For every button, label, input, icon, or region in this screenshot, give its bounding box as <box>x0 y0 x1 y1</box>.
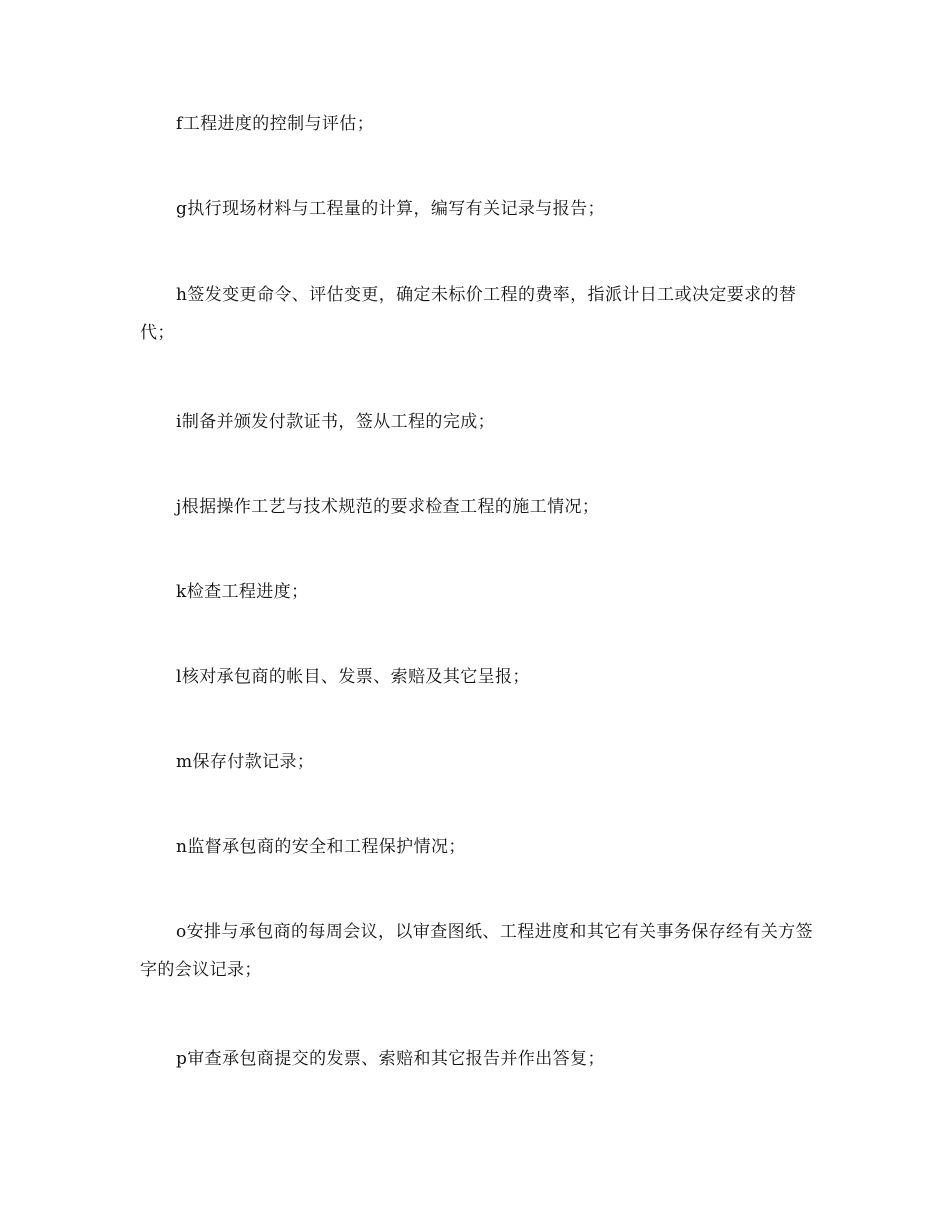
paragraph-n: n监督承包商的安全和工程保护情况； <box>176 837 466 857</box>
paragraph-l: l核对承包商的帐目、发票、索赔及其它呈报； <box>176 667 530 687</box>
paragraph-p: p审查承包商提交的发票、索赔和其它报告并作出答复； <box>176 1049 605 1069</box>
paragraph-m: m保存付款记录； <box>176 752 315 772</box>
paragraph-i: i制备并颁发付款证书，签从工程的完成； <box>176 412 496 432</box>
paragraph-o: o安排与承包商的每周会议，以审查图纸、工程进度和其它有关事务保存经有关方签字的会议记录； <box>140 922 814 980</box>
paragraph-j: j根据操作工艺与技术规范的要求检查工程的施工情况； <box>176 497 600 517</box>
paragraph-g: g执行现场材料与工程量的计算，编写有关记录与报告； <box>176 199 605 219</box>
paragraph-h: h签发变更命令、评估变更，确定未标价工程的费率，指派计日工或决定要求的替代； <box>140 285 797 343</box>
paragraph-k: k检查工程进度； <box>176 582 309 602</box>
paragraph-f: f工程进度的控制与评估； <box>176 114 375 134</box>
